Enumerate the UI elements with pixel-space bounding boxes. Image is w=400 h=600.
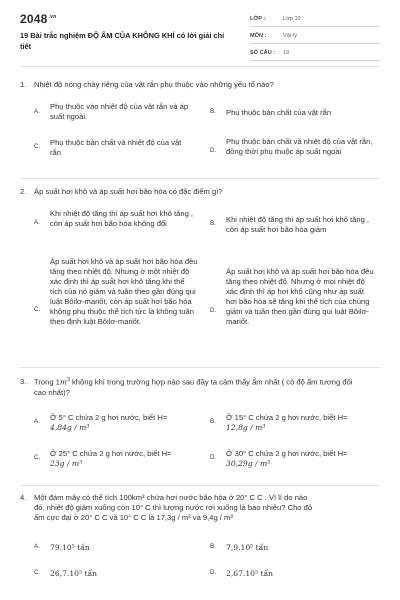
meta-value: Vật lý <box>283 32 297 39</box>
question-text-pre: Trong 1 <box>34 377 60 387</box>
option-letter: D. <box>210 307 217 314</box>
question-text: Nhiệt độ nóng chảy riêng của vật rắn phụ thuộc vào những yếu tố nào? <box>34 80 274 89</box>
option-text: 7,9.10⁵ tấn <box>226 543 269 552</box>
meta-label: MÔN : <box>250 32 267 39</box>
option-text: Ở 15° C chứa 2 g hơi nước, biết H= <box>226 413 348 422</box>
document-header <box>0 0 400 60</box>
divider <box>20 178 380 179</box>
question-stem <box>20 493 382 523</box>
question-4 <box>20 493 382 578</box>
option-value: 12,8g / m³ <box>226 423 266 433</box>
option-text: Phụ thuộc bản chất và nhiệt độ của vật rắn, đồng thời phụ thuộc áp suất ngoài <box>226 137 373 157</box>
meta-row-count <box>250 47 380 61</box>
question-1 <box>20 80 382 158</box>
option-value: 4,84g / m³ <box>50 423 90 433</box>
option-text: Ở 25° C chứa 2 g hơi nước, biết H= <box>50 449 172 458</box>
option-value: 30,29g / m³ <box>226 459 271 469</box>
question-text-post: không khí trong trường hợp nào sau đây ta cảm thấy ẩm nhất ( có độ ẩm tương đối cao nhất)? <box>34 377 353 397</box>
option-text: Phụ thuộc bản chất của vật rắn <box>226 108 332 117</box>
question-number: 3. <box>20 377 27 386</box>
question-number: 2. <box>20 187 27 196</box>
divider <box>20 485 380 486</box>
page-title: 19 Bài trắc nghiệm ĐỘ ẨM CỦA KHÔNG KHÍ có lời giải chi tiết <box>20 31 225 51</box>
divider <box>20 367 380 368</box>
question-3 <box>20 377 382 469</box>
option-letter: D. <box>210 569 217 576</box>
question-text: Áp suất hơi khô và áp suất hơi bão hòa có đặc điểm gì? <box>34 187 223 196</box>
meta-value: 19 <box>283 49 290 56</box>
option-letter: C. <box>34 454 41 461</box>
option-letter: D. <box>210 454 217 461</box>
meta-label: SỐ CÂU : <box>250 49 276 56</box>
question-stem <box>20 80 382 90</box>
meta-label: LỚP : <box>250 15 266 22</box>
unit: m <box>59 377 68 387</box>
unit-sup: 3 <box>67 377 70 383</box>
option-text: Phụ thuộc vào nhiệt độ của vật rắn và áp suất ngoài. <box>50 102 189 122</box>
option-text: 26,7.10⁵ tấn <box>50 569 98 578</box>
option-text: Ở 5° C chứa 2 g hơi nước, biết H= <box>50 413 168 422</box>
option-letter: C. <box>34 306 41 313</box>
site-logo[interactable]: $2048^{.vn}$ <box>20 12 57 26</box>
option-letter: A. <box>34 219 40 226</box>
option-text: Áp suất hơi khô và áp suất hơi bão hòa đều tăng theo nhiệt độ. Nhưng ở mọi nhiệt độ xác định thì áp hơi khô cũng như áp suất hơi bão hòa sẽ tăng khi thể tích của chúng giảm và tuân theo gần đúng qui luật Bôilơ-mariốt. <box>226 267 374 327</box>
meta-value: Lớp 10 <box>283 15 301 22</box>
meta-info <box>250 13 380 64</box>
option-text: 2,67.10⁵ tấn <box>226 569 274 578</box>
option-letter: A. <box>34 418 40 425</box>
option-letter: B. <box>210 418 216 425</box>
divider <box>20 66 380 67</box>
question-stem <box>20 187 382 197</box>
option-text: Phụ thuộc bản chất và nhiệt độ của vật rắn <box>50 138 182 158</box>
question-text-line: ẩm cực đại ở 20° C C và 10° C C là 17,3g / m³ và 9,4g / m³ <box>34 513 233 523</box>
question-text-line: đó, nhiệt độ giảm xuống còn 10° C thì lượng nước rơi xuống là bao nhiêu? Cho độ <box>34 503 313 513</box>
option-text: Áp suất hơi khô và áp suất hơi bão hòa đều tăng theo nhiệt độ. Nhưng ở một nhiệt độ xác định thì áp suất hơi khô tăng khi thể tích của nó giảm và tuân theo gần đúng qui luật Bôilơ-mariốt, còn áp suất hơi bão hòa không phụ thuộc thể tích tức là không tuân theo định luật Bôilơ-mariốt. <box>50 257 198 327</box>
option-letter: B. <box>210 108 216 115</box>
question-stem <box>20 377 365 398</box>
meta-row-subject <box>250 30 380 44</box>
option-letter: C. <box>34 569 41 576</box>
option-text: Khi nhiệt độ tăng thì áp suất hơi khô tăng , còn áp suất hơi bão hòa không đổi <box>50 209 194 229</box>
option-letter: B. <box>210 543 216 550</box>
option-letter: D. <box>210 147 217 154</box>
option-value: 23g / m³ <box>50 459 83 469</box>
question-number: 4. <box>20 493 27 502</box>
option-text: Ở 30° C chứa 2 g hơi nước, biết H= <box>226 449 348 458</box>
question-2 <box>20 187 382 327</box>
question-text-line: Một đám mây có thể tích 100km³ chứa hơi nước bão hòa ở 20° C C . Vì lí do nào <box>34 493 308 502</box>
option-letter: A. <box>34 108 40 115</box>
option-letter: B. <box>210 220 216 227</box>
option-letter: A. <box>34 543 40 550</box>
option-letter: C. <box>34 143 41 150</box>
option-text: Khi nhiệt độ tăng thì áp suất hơi khô tăng , còn áp suất hơi bão hòa giảm <box>226 215 370 235</box>
question-number: 1. <box>20 80 27 89</box>
meta-row-class <box>250 13 380 27</box>
option-text: 79.10⁵ tấn <box>50 543 90 552</box>
